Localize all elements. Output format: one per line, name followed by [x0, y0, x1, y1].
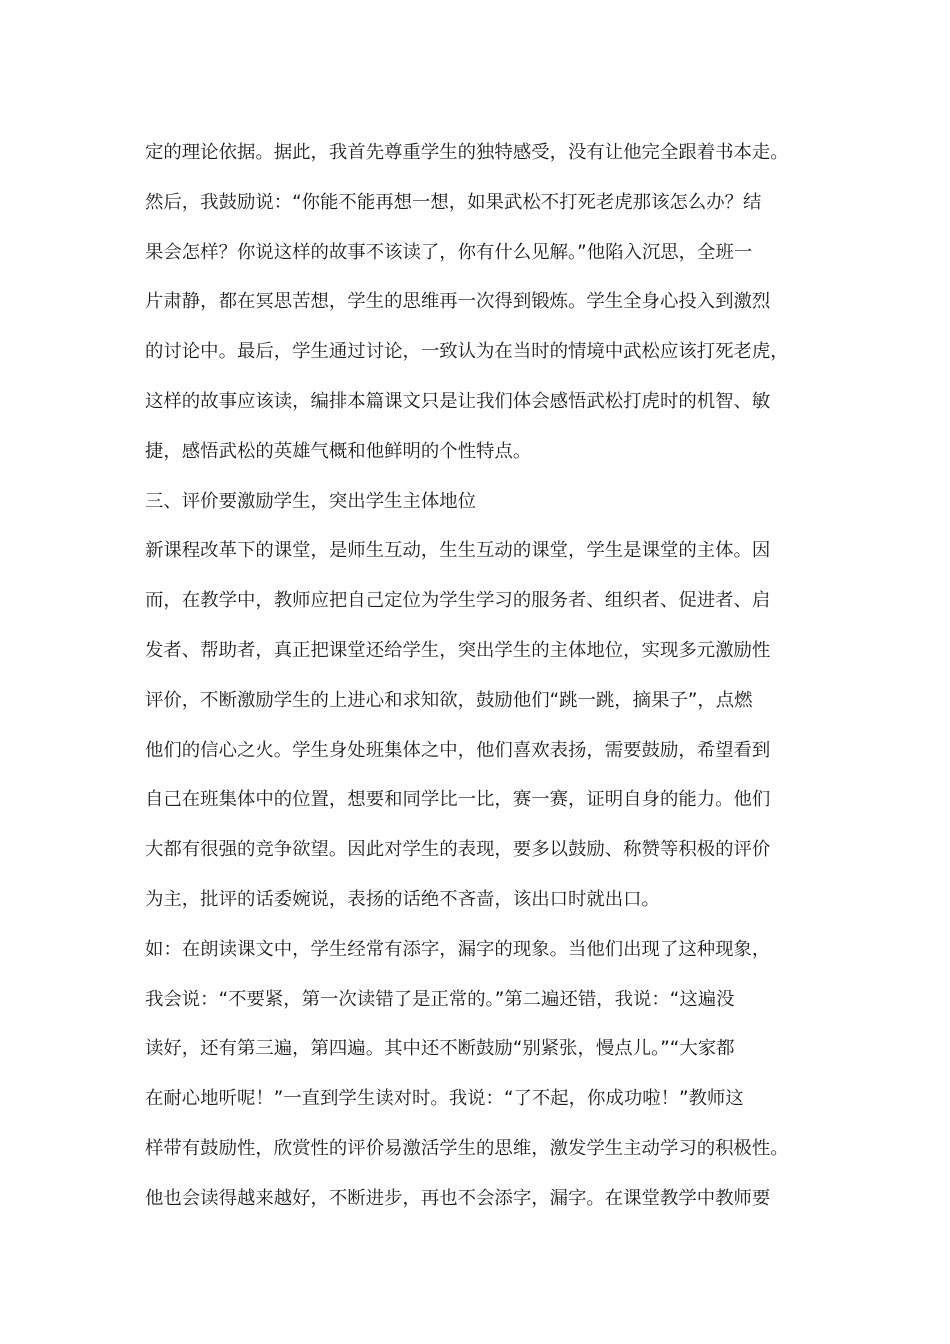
text-line: 自己在班集体中的位置，想要和同学比一比，赛一赛，证明自身的能力。他们 [145, 789, 771, 811]
text-line: 在耐心地听呢！”一直到学生读对时。我说：“了不起，你成功啦！”教师这 [145, 1088, 744, 1110]
text-line: 我会说：“不要紧，第一次读错了是正常的。”第二遍还错，我说：“这遍没 [145, 988, 735, 1010]
text-line: 样带有鼓励性，欣赏性的评价易激活学生的思维，激发学生主动学习的积极性。 [145, 1137, 789, 1159]
text-line: 新课程改革下的课堂，是师生互动，生生互动的课堂，学生是课堂的主体。因 [145, 540, 771, 562]
text-line: 这样的故事应该读，编排本篇课文只是让我们体会感悟武松打虎时的机智、敏 [145, 390, 771, 412]
body-text [145, 128, 825, 1224]
text-line: 大都有很强的竞争欲望。因此对学生的表现，要多以鼓励、称赞等积极的评价 [145, 839, 771, 861]
section-heading: 三、评价要激励学生，突出学生主体地位 [145, 490, 477, 512]
text-line: 的讨论中。最后，学生通过讨论，一致认为在当时的情境中武松应该打死老虎， [145, 341, 789, 363]
text-line: 他们的信心之火。学生身处班集体之中，他们喜欢表扬，需要鼓励，希望看到 [145, 739, 771, 761]
text-line: 而，在教学中，教师应把自己定位为学生学习的服务者、组织者、促进者、启 [145, 590, 771, 612]
text-line: 评价，不断激励学生的上进心和求知欲，鼓励他们“跳一跳，摘果子”，点燃 [145, 689, 753, 711]
text-line: 片肃静，都在冥思苦想，学生的思维再一次得到锻炼。学生全身心投入到激烈 [145, 291, 771, 313]
text-line: 果会怎样？你说这样的故事不该读了，你有什么见解。”他陷入沉思，全班一 [145, 241, 753, 263]
text-line: 他也会读得越来越好，不断进步，再也不会添字，漏字。在课堂教学中教师要 [145, 1187, 771, 1209]
text-line: 如：在朗读课文中，学生经常有添字，漏字的现象。当他们出现了这种现象， [145, 938, 771, 960]
text-line: 捷，感悟武松的英雄气概和他鲜明的个性特点。 [145, 440, 532, 462]
text-line: 定的理论依据。据此，我首先尊重学生的独特感受，没有让他完全跟着书本走。 [145, 142, 789, 163]
text-line: 然后，我鼓励说：“你能不能再想一想，如果武松不打死老虎那该怎么办？结 [145, 191, 762, 213]
text-line: 发者、帮助者，真正把课堂还给学生，突出学生的主体地位，实现多元激励性 [145, 639, 771, 661]
text-line: 为主，批评的话委婉说，表扬的话绝不吝啬，该出口时就出口。 [145, 888, 660, 910]
text-line: 读好，还有第三遍，第四遍。其中还不断鼓励“别紧张，慢点儿。”“大家都 [145, 1038, 735, 1060]
